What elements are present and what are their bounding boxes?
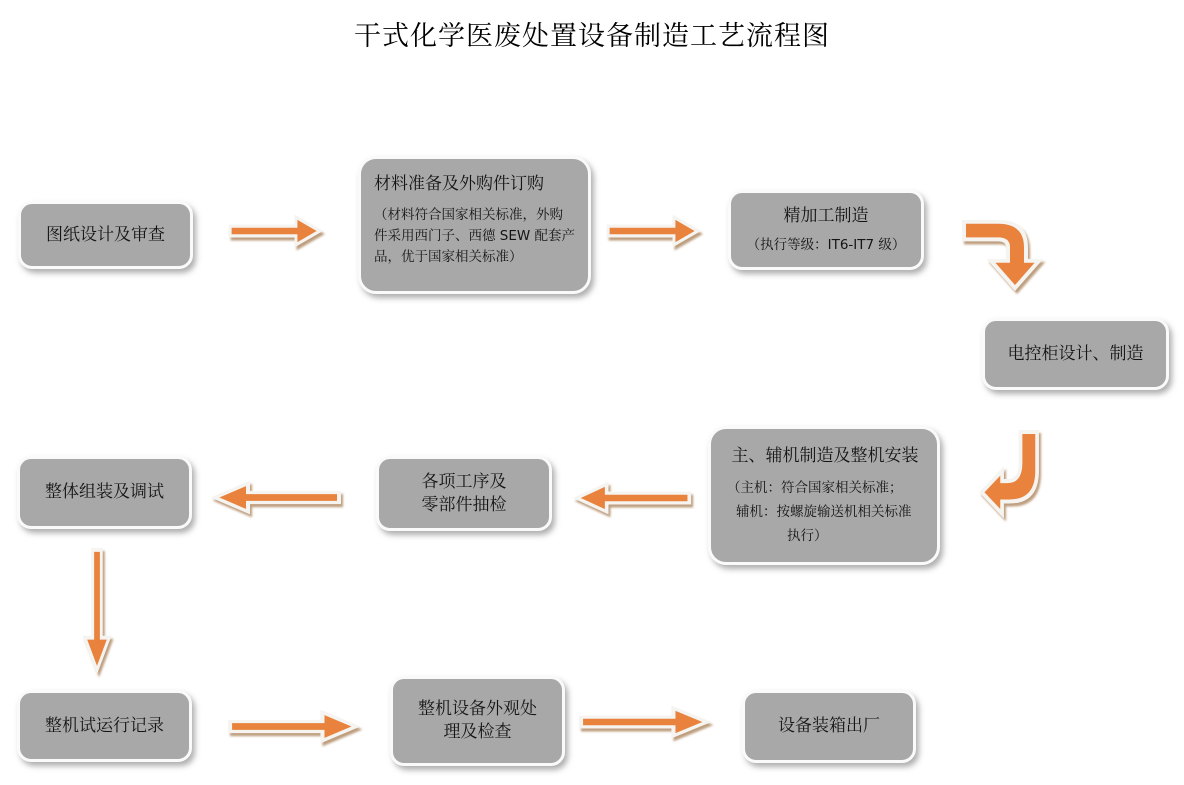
page-title: 干式化学医废处置设备制造工艺流程图 bbox=[354, 21, 830, 52]
bent-down-left-arrow-icon bbox=[980, 432, 1050, 524]
arrow-drawing-to-material bbox=[228, 214, 322, 248]
flow-node-material-preparation bbox=[358, 156, 591, 294]
node-label: 材料准备及外购件订购 bbox=[374, 174, 544, 194]
node-subtext bbox=[721, 476, 929, 549]
arrow-material-to-machining bbox=[606, 214, 700, 248]
node-label: 整机试运行记录 bbox=[45, 715, 164, 736]
arrow-assembly-to-sampling bbox=[574, 481, 692, 515]
flow-node-overall-assembly-debugging bbox=[17, 456, 192, 529]
subtext-line: （主机：符合国家相关标准； bbox=[727, 479, 903, 496]
right-arrow-icon bbox=[578, 705, 710, 739]
label-line: 零部件抽检 bbox=[421, 494, 507, 515]
down-arrow-icon bbox=[82, 548, 112, 672]
node-label: 整体组装及调试 bbox=[45, 482, 164, 503]
left-arrow-icon bbox=[574, 481, 692, 515]
right-arrow-icon bbox=[228, 214, 322, 248]
flow-node-packing-shipment bbox=[742, 690, 916, 763]
left-arrow-icon bbox=[212, 480, 342, 515]
label-line: 理及检查 bbox=[443, 722, 512, 742]
arrow-trial-run-to-appearance bbox=[227, 709, 359, 744]
label-line: 各项工序及 bbox=[421, 471, 507, 492]
node-label: 主、辅机制造及整机安装 bbox=[731, 445, 919, 466]
node-label bbox=[422, 471, 507, 517]
bent-right-down-arrow-icon bbox=[964, 216, 1042, 290]
right-arrow-icon bbox=[606, 214, 700, 248]
node-label: 精加工制造 bbox=[783, 205, 869, 226]
node-subtext: （材料符合国家相关标准，外购件采用西门子、西德 SEW 配套产品，优于国家相关标准） bbox=[374, 206, 576, 265]
arrow-overall-assembly-to-trial-run bbox=[82, 548, 112, 672]
arrow-sampling-to-overall-assembly bbox=[212, 480, 342, 515]
arrow-machining-to-cabinet bbox=[964, 216, 1042, 290]
flow-node-process-sampling-inspection bbox=[376, 456, 552, 531]
node-label: 设备装箱出厂 bbox=[778, 716, 880, 737]
flow-node-trial-run-record bbox=[17, 690, 192, 762]
label-line: 整机设备外观处 bbox=[418, 699, 537, 720]
node-label: 图纸设计及审查 bbox=[46, 224, 165, 245]
flow-node-main-auxiliary-machine-assembly bbox=[708, 426, 940, 565]
node-label: 电控柜设计、制造 bbox=[1007, 343, 1144, 364]
arrow-appearance-to-packing bbox=[578, 705, 710, 739]
subtext-line: 辅机：按螺旋输送机相关标准 bbox=[736, 503, 912, 520]
right-arrow-icon bbox=[227, 709, 359, 744]
flow-node-drawing-design-review bbox=[18, 201, 193, 269]
flow-node-precision-machining bbox=[728, 190, 924, 270]
node-subtext: （执行等级：IT6-IT7 级） bbox=[746, 236, 906, 253]
flow-node-control-cabinet-design bbox=[982, 318, 1169, 390]
subtext-line: 执行） bbox=[787, 528, 828, 545]
flow-node-appearance-treatment-inspection bbox=[390, 676, 565, 766]
node-label bbox=[418, 698, 537, 744]
arrow-cabinet-to-assembly bbox=[980, 432, 1050, 524]
